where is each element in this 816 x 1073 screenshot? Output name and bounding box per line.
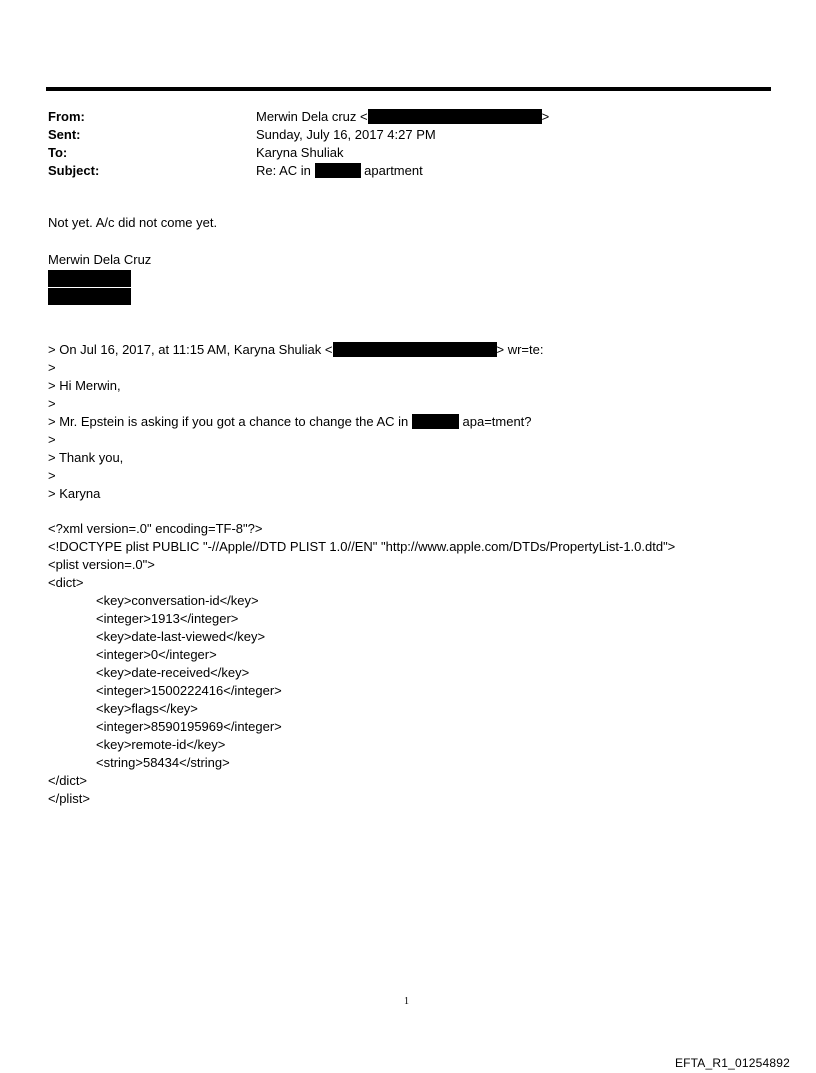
signature-name: Merwin Dela Cruz (48, 252, 152, 267)
plist-xml (48, 520, 675, 808)
quote-intro-end: > wr=te: (496, 342, 544, 357)
from-value: Merwin Dela cruz < (256, 109, 368, 124)
xml-line: <integer>1913</integer> (96, 611, 239, 626)
xml-line: <key>conversation-id</key> (96, 593, 259, 608)
quote-blank: > (48, 396, 56, 411)
subject-prefix: Re: AC in (256, 163, 311, 178)
to-label: To: (48, 145, 68, 160)
xml-line: <!DOCTYPE plist PUBLIC "-//Apple//DTD PLIST 1.0//EN" "http://www.apple.com/DTDs/PropertyList-1.0.dtd"> (48, 539, 676, 554)
header-rule (46, 87, 771, 91)
xml-line: </plist> (48, 791, 90, 806)
bates-number: EFTA_R1_01254892 (674, 1056, 790, 1070)
quote-thanks: > Thank you, (48, 450, 124, 465)
sent-value: Sunday, July 16, 2017 4:27 PM (256, 127, 436, 142)
redaction-bar (368, 109, 542, 124)
xml-line: <integer>1500222416</integer> (96, 683, 282, 698)
quote-greeting: > Hi Merwin, (48, 378, 121, 393)
body-line: Not yet. A/c did not come yet. (48, 215, 218, 230)
quote-intro: > On Jul 16, 2017, at 11:15 AM, Karyna Shuliak < (48, 342, 333, 357)
xml-line: <integer>8590195969</integer> (96, 719, 282, 734)
redaction-bar (48, 288, 131, 305)
quote-question: > Mr. Epstein is asking if you got a chance to change the AC in (48, 414, 409, 429)
xml-line: <key>remote-id</key> (96, 737, 226, 752)
quote-question-end: apa=tment? (462, 414, 532, 429)
xml-line: <key>date-received</key> (96, 665, 250, 680)
quote-name: > Karyna (48, 486, 101, 501)
xml-line: <string>58434</string> (96, 755, 230, 770)
message-body (48, 214, 217, 232)
quote-blank: > (48, 432, 56, 447)
xml-line: <integer>0</integer> (96, 647, 217, 662)
subject-label: Subject: (48, 163, 100, 178)
quote-blank: > (48, 468, 56, 483)
subject-suffix: apartment (364, 163, 423, 178)
redaction-bar (315, 163, 361, 178)
xml-line: <key>date-last-viewed</key> (96, 629, 266, 644)
signature (48, 251, 151, 305)
quote-blank: > (48, 360, 56, 375)
from-close: > (541, 109, 550, 124)
to-value: Karyna Shuliak (256, 145, 344, 160)
sent-label: Sent: (48, 127, 81, 142)
quoted-message (48, 341, 543, 503)
page-number: 1 (404, 996, 409, 1007)
redaction-bar (333, 342, 497, 357)
from-label: From: (48, 109, 85, 124)
xml-line: </dict> (48, 773, 88, 788)
redaction-bar (48, 270, 131, 287)
xml-line: <dict> (48, 575, 84, 590)
redaction-bar (412, 414, 459, 429)
xml-line: <?xml version=.0" encoding=TF-8"?> (48, 521, 263, 536)
xml-line: <key>flags</key> (96, 701, 198, 716)
xml-line: <plist version=.0"> (48, 557, 155, 572)
